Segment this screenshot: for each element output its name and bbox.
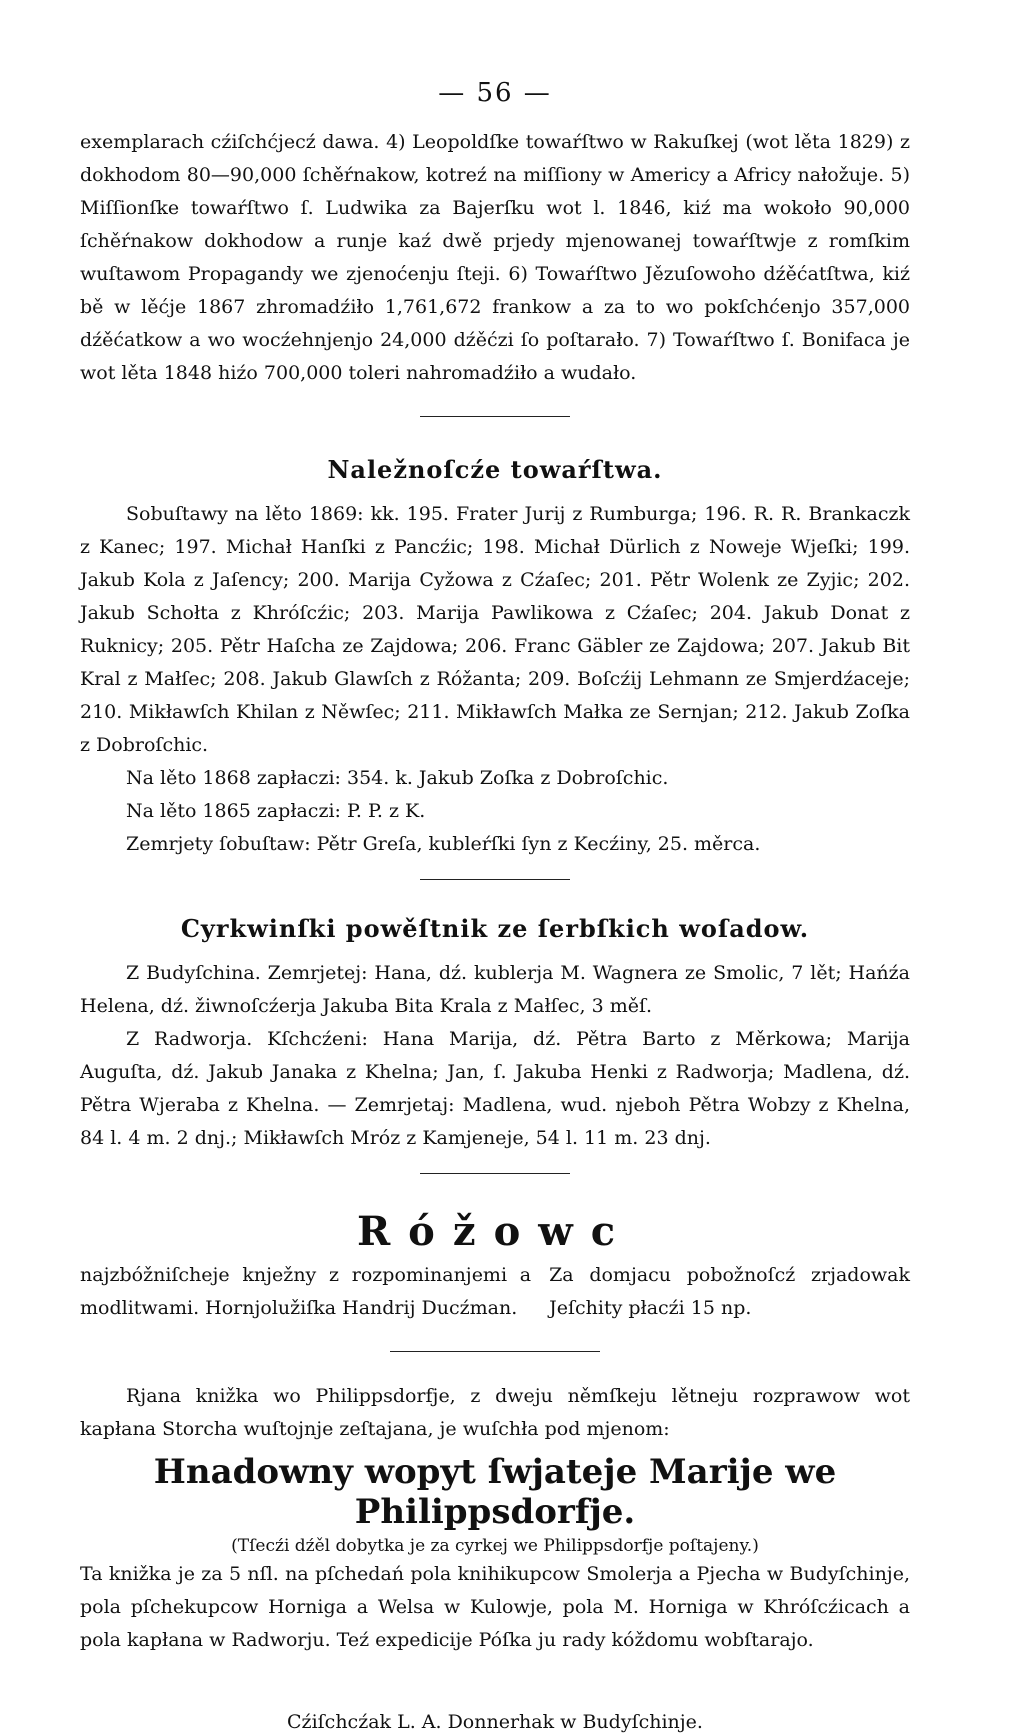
page-number: — 56 —: [438, 78, 552, 108]
book-title: Hnadowny wopyt ſwjateje Marije we Philippsdorfje.: [153, 1452, 837, 1532]
rosary-right-text: Za domjacu pobožnoſcź zrjadowak Jeſchity płacźi 15 np.: [549, 1264, 910, 1319]
divider: [420, 1173, 570, 1174]
book-note: (Tſecźi dźěl dobytka je za cyrkej we Philippsdorfje poſtajeny.): [231, 1536, 759, 1556]
printer-footer: Cźiſchcźak L. A. Donnerhak w Budyſchinje.: [287, 1711, 703, 1733]
divider: [420, 879, 570, 880]
radwor-paragraph: Z Radworja. Kſchcźeni: Hana Marija, dź. Pětra Barto z Měrkowa; Marija Auguſta, dź. Jakub Janaka z Khelna; Jan, ſ. Jakuba Henki z Radworja; Madlena, dź. Pětra Wjeraba z Khelna. — Zemrjetaj: Madlena, wud. njeboh Pětra Wobzy z Khelna, 84 l. 4 m. 2 dnj.; Mikławſch Mróz z Kamjeneje, 54 l. 11 m. 23 dnj.: [80, 1028, 910, 1149]
book-outro-paragraph: Ta knižka je za 5 nſl. na pſchedań pola knihikupcow Smolerja a Pjecha w Budyſchinje, pola pſchekupcow Horniga a Welsa w Kulowje, pola M. Horniga w Khróſcźicach a pola kapłana w Radworju. Teź expedicije Póſka ju rady kóždomu wobſtarajo.: [80, 1563, 910, 1651]
section-heading-news: Naležnoſcźe towaŕſtwa.: [327, 455, 663, 484]
section-heading-church-news: Cyrkwinſki powěſtnik ze ſerbſkich woſadow.: [180, 914, 810, 943]
divider: [420, 416, 570, 417]
rosary-left-text: najzbóžniſcheje knježny z rozpominanjemi a modlitwami. Hornjolužiſka Handrij Ducźman.: [80, 1264, 532, 1319]
intro-paragraph: exemplarach cźiſchćjecź dawa. 4) Leopoldſke towaŕſtwo w Rakuſkej (wot lěta 1829) z dokhodom 80—90,000 ſchěŕnakow, kotreź na miſſiony w Americy a Africy nałožuje. 5) Miſſionſke towaŕſtwo ſ. Ludwika za Bajerſku wot l. 1846, kiź ma wokoło 90,000 ſchěŕnakow dokhodow a runje kaź dwě prjedy mjenowanej towaŕſtwje z romſkim wuſtawom Propagandy we zjenoćenju ſteji. 6) Towaŕſtwo Jězuſowoho dźěćatſtwa, kiź bě w lěćje 1867 zhromadźiło 1,761,672 frankow a za to wo pokſchćenjo 357,000 dźěćatkow a wo wocźehnjenjo 24,000 dźěćzi ſo poſtarało. 7) Towaŕſtwo ſ. Bonifaca je wot lěta 1848 hiźo 700,000 toleri nahromadźiło a wudało.: [80, 131, 910, 384]
rosary-columns: [80, 1259, 910, 1325]
section-heading-rosary: Róžowc: [356, 1208, 634, 1255]
divider: [390, 1351, 600, 1352]
payment-line-1865: Na lěto 1865 zapłaczi: P. P. z K.: [126, 800, 426, 822]
payment-line-1868: Na lěto 1868 zapłaczi: 354. k. Jakub Zoſka z Dobroſchic.: [126, 767, 669, 789]
deceased-member-line: Zemrjety ſobuſtaw: Pětr Greſa, kubleŕſki ſyn z Kecźiny, 25. měrca.: [126, 833, 761, 855]
members-paragraph: Sobuſtawy na lěto 1869: kk. 195. Frater Jurij z Rumburga; 196. R. R. Brankaczk z Kanec; 197. Michał Hanſki z Pancźic; 198. Michał Dürlich z Noweje Wjeſki; 199. Jakub Kola z Jaſency; 200. Marija Cyžowa z Cźaſec; 201. Pětr Wolenk ze Zyjic; 202. Jakub Schołta z Khróſcźic; 203. Marija Pawlikowa z Cźaſec; 204. Jakub Donat z Ruknicy; 205. Pětr Haſcha ze Zajdowa; 206. Franc Gäbler ze Zajdowa; 207. Jakub Bit Kral z Małſec; 208. Jakub Glawſch z Róžanta; 209. Boſcźij Lehmann ze Smjerdźaceje; 210. Mikławſch Khilan z Něwſec; 211. Mikławſch Małka ze Sernjan; 212. Jakub Zoſka z Dobroſchic.: [80, 503, 910, 756]
page: [80, 78, 910, 1733]
book-intro-paragraph: Rjana knižka wo Philippsdorfje, z dweju němſkeju lětneju rozprawow wot kapłana Storcha wuſtojnje zeſtajana, je wuſchła pod mjenom:: [80, 1385, 910, 1440]
budyshin-paragraph: Z Budyſchina. Zemrjetej: Hana, dź. kublerja M. Wagnera ze Smolic, 7 lět; Hańźa Helena, dź. žiwnoſcźerja Jakuba Bita Krala z Małſec, 3 měſ.: [80, 962, 910, 1017]
